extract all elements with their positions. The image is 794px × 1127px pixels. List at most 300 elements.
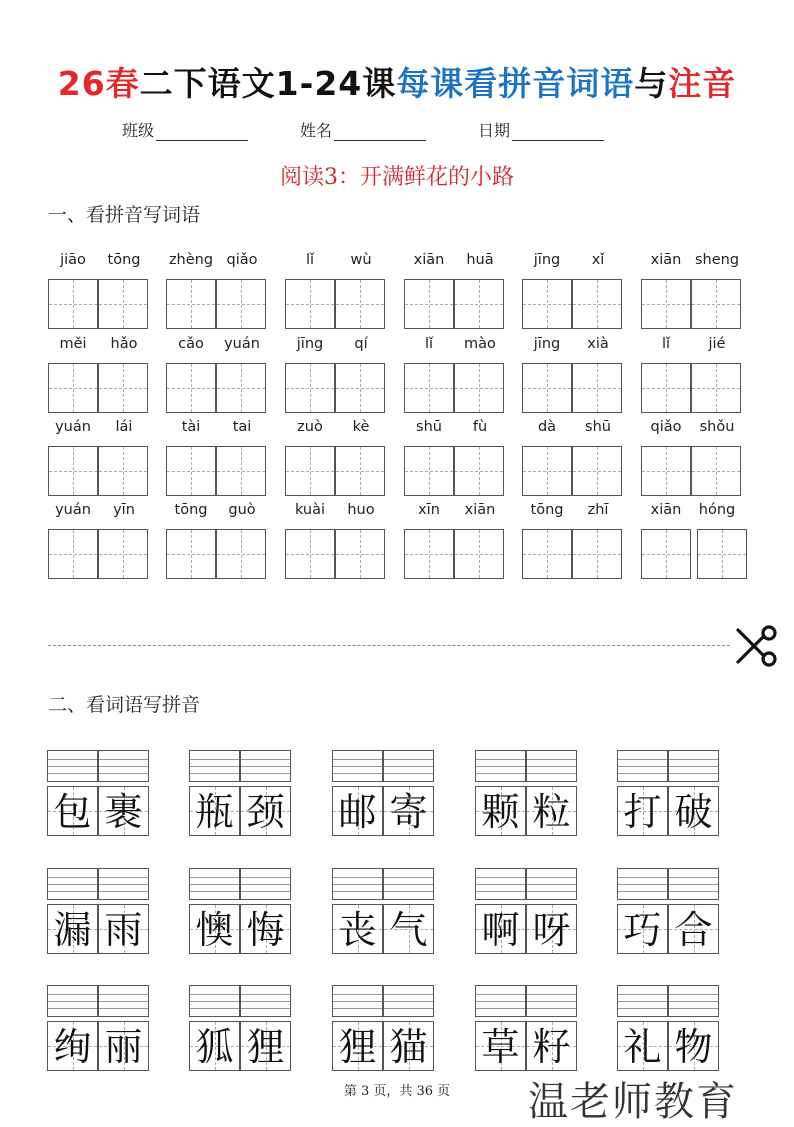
pinyin-syllable: qiǎo xyxy=(650,419,682,435)
character: 打 xyxy=(623,790,662,834)
pinyin-writing-cell[interactable] xyxy=(189,868,240,900)
character-cell xyxy=(332,786,383,836)
writing-cell[interactable] xyxy=(216,529,266,579)
character-cell xyxy=(332,1021,383,1071)
writing-cell[interactable] xyxy=(166,363,216,413)
writing-cell[interactable] xyxy=(404,446,454,496)
pinyin-writing-cell[interactable] xyxy=(240,868,291,900)
writing-cell[interactable] xyxy=(522,446,572,496)
pinyin-label xyxy=(166,419,268,439)
character: 粒 xyxy=(532,790,571,834)
pinyin-writing-cell[interactable] xyxy=(475,750,526,782)
word-item xyxy=(47,750,149,842)
pinyin-writing-grid xyxy=(47,868,149,900)
character: 呀 xyxy=(532,908,571,952)
pinyin-writing-cell[interactable] xyxy=(47,868,98,900)
pinyin-label xyxy=(285,336,387,356)
pinyin-label xyxy=(285,252,387,272)
character-cell xyxy=(668,786,719,836)
character: 巧 xyxy=(623,908,662,952)
date-field xyxy=(478,118,604,141)
writing-cell[interactable] xyxy=(285,529,335,579)
pinyin-label xyxy=(522,336,624,356)
character: 籽 xyxy=(532,1025,571,1069)
word-item xyxy=(617,985,719,1077)
character-cell xyxy=(47,904,98,954)
character-grid xyxy=(47,904,149,954)
pinyin-syllable: xiān xyxy=(413,252,445,268)
character-cell xyxy=(475,904,526,954)
pinyin-writing-cell[interactable] xyxy=(189,750,240,782)
pinyin-writing-grid xyxy=(617,750,719,782)
scissors-icon xyxy=(730,622,778,670)
pinyin-label xyxy=(285,419,387,439)
pinyin-syllable: měi xyxy=(59,336,87,352)
pinyin-syllable: shū xyxy=(585,419,611,435)
writing-cell[interactable] xyxy=(641,446,691,496)
title-part-1: 26春 xyxy=(57,64,140,103)
character: 漏 xyxy=(53,908,92,952)
character: 破 xyxy=(674,790,713,834)
word-item xyxy=(332,750,434,842)
pinyin-syllable: tōng xyxy=(107,252,141,268)
pinyin-writing-grid xyxy=(475,868,577,900)
character: 瓶 xyxy=(195,790,234,834)
writing-cell[interactable] xyxy=(98,446,148,496)
pinyin-word-item xyxy=(48,419,150,499)
pinyin-word-item xyxy=(404,336,506,416)
character-grid xyxy=(475,786,577,836)
writing-cell[interactable] xyxy=(48,529,98,579)
character: 悔 xyxy=(246,908,285,952)
character-cell xyxy=(98,786,149,836)
pinyin-word-item xyxy=(641,252,743,332)
word-item xyxy=(617,868,719,960)
writing-cell[interactable] xyxy=(285,446,335,496)
writing-cell[interactable] xyxy=(454,279,504,329)
pinyin-label xyxy=(48,502,150,522)
pinyin-syllable: tai xyxy=(232,419,252,435)
pinyin-label xyxy=(48,252,150,272)
pinyin-label xyxy=(641,419,743,439)
writing-cell[interactable] xyxy=(572,446,622,496)
pinyin-syllable: yuán xyxy=(224,336,260,352)
pinyin-syllable: xiān xyxy=(650,252,682,268)
writing-cell[interactable] xyxy=(48,363,98,413)
character: 猫 xyxy=(389,1025,428,1069)
word-item xyxy=(617,750,719,842)
pinyin-writing-cell[interactable] xyxy=(332,868,383,900)
character-grid xyxy=(475,1021,577,1071)
title-part-2: 二下语文1-24课 xyxy=(139,64,397,103)
pinyin-word-item xyxy=(522,502,624,582)
pinyin-writing-cell[interactable] xyxy=(240,985,291,1017)
pinyin-syllable: jié xyxy=(708,336,726,352)
character-cell xyxy=(383,904,434,954)
pinyin-syllable: lǐ xyxy=(424,336,434,352)
section1-title: 一、看拼音写词语 xyxy=(48,204,201,226)
character-grid xyxy=(47,1021,149,1071)
character: 丧 xyxy=(338,908,377,952)
lesson-title: 阅读3：开满鲜花的小路 xyxy=(280,165,514,190)
pinyin-label xyxy=(48,336,150,356)
pinyin-label xyxy=(404,336,506,356)
writing-cell[interactable] xyxy=(285,279,335,329)
pinyin-syllable: jīng xyxy=(533,336,561,352)
character-grid xyxy=(617,904,719,954)
pinyin-word-item xyxy=(48,252,150,332)
writing-cell[interactable] xyxy=(98,363,148,413)
pinyin-syllable: hǎo xyxy=(110,336,138,352)
pinyin-syllable: cǎo xyxy=(178,336,204,352)
pinyin-word-item xyxy=(285,252,387,332)
pinyin-writing-grid xyxy=(332,868,434,900)
pinyin-syllable: fù xyxy=(472,419,488,435)
pinyin-syllable: shǒu xyxy=(699,419,735,435)
pinyin-syllable: zhèng xyxy=(168,252,214,268)
writing-cell[interactable] xyxy=(691,446,741,496)
pinyin-writing-cell[interactable] xyxy=(475,868,526,900)
writing-cell[interactable] xyxy=(641,363,691,413)
word-item xyxy=(189,750,291,842)
word-item xyxy=(47,868,149,960)
character: 绚 xyxy=(53,1025,92,1069)
cut-line xyxy=(48,645,730,646)
pinyin-label xyxy=(48,419,150,439)
pinyin-writing-cell[interactable] xyxy=(617,985,668,1017)
pinyin-row xyxy=(48,336,748,416)
writing-cell[interactable] xyxy=(641,279,691,329)
pinyin-writing-cell[interactable] xyxy=(526,750,577,782)
pinyin-syllable: yuán xyxy=(55,419,91,435)
pinyin-word-item xyxy=(641,336,743,416)
pinyin-word-item xyxy=(166,336,268,416)
writing-cell[interactable] xyxy=(166,529,216,579)
character: 合 xyxy=(674,908,713,952)
pinyin-writing-grid xyxy=(47,750,149,782)
pinyin-writing-grid xyxy=(189,750,291,782)
pinyin-syllable: lái xyxy=(115,419,133,435)
character-cell xyxy=(668,1021,719,1071)
character-grid xyxy=(189,786,291,836)
character: 啊 xyxy=(481,908,520,952)
pinyin-syllable: guò xyxy=(228,502,256,518)
pinyin-syllable: kè xyxy=(352,419,370,435)
pinyin-writing-grid xyxy=(189,868,291,900)
character-grid xyxy=(189,904,291,954)
pinyin-label xyxy=(285,502,387,522)
title-part-4: 与 xyxy=(634,64,669,103)
pinyin-writing-grid xyxy=(332,985,434,1017)
character: 狐 xyxy=(195,1025,234,1069)
writing-cell[interactable] xyxy=(572,363,622,413)
pinyin-syllable: tōng xyxy=(174,502,208,518)
writing-cell[interactable] xyxy=(216,363,266,413)
title-part-3: 每课看拼音词语 xyxy=(396,64,635,103)
pinyin-writing-cell[interactable] xyxy=(332,985,383,1017)
pinyin-word-item xyxy=(404,419,506,499)
pinyin-label xyxy=(641,336,743,356)
character-grid xyxy=(332,786,434,836)
word-item xyxy=(475,868,577,960)
word-item xyxy=(189,985,291,1077)
pinyin-syllable: zhī xyxy=(587,502,609,518)
character-cell xyxy=(240,786,291,836)
pinyin-writing-grid xyxy=(189,985,291,1017)
writing-cell[interactable] xyxy=(691,279,741,329)
class-field xyxy=(122,118,248,141)
pinyin-syllable: hóng xyxy=(698,502,736,518)
writing-cell[interactable] xyxy=(216,279,266,329)
pinyin-word-item xyxy=(166,502,268,582)
date-label: 日期 xyxy=(478,121,511,140)
pinyin-row xyxy=(48,502,748,582)
character: 裹 xyxy=(104,790,143,834)
character-grid xyxy=(617,786,719,836)
writing-cell[interactable] xyxy=(335,529,385,579)
pinyin-writing-cell[interactable] xyxy=(617,868,668,900)
pinyin-syllable: yuán xyxy=(55,502,91,518)
pinyin-syllable: xiān xyxy=(464,502,496,518)
watermark: 温老师教育 xyxy=(528,1079,738,1125)
writing-cell[interactable] xyxy=(335,446,385,496)
character-grid xyxy=(475,904,577,954)
pinyin-syllable: huā xyxy=(466,252,494,268)
pinyin-writing-grid xyxy=(617,868,719,900)
word-item xyxy=(332,868,434,960)
character: 懊 xyxy=(195,908,234,952)
pinyin-syllable: qí xyxy=(354,336,368,352)
pinyin-word-item xyxy=(48,502,150,582)
character-cell xyxy=(98,904,149,954)
character: 礼 xyxy=(623,1025,662,1069)
pinyin-label xyxy=(641,252,743,272)
word-item xyxy=(189,868,291,960)
title-part-5: 注音 xyxy=(668,64,737,103)
character: 气 xyxy=(389,908,428,952)
pinyin-writing-grid xyxy=(332,750,434,782)
pinyin-writing-cell[interactable] xyxy=(526,985,577,1017)
pinyin-word-item xyxy=(285,336,387,416)
pinyin-word-item xyxy=(522,252,624,332)
pinyin-row xyxy=(48,252,748,332)
character-grid xyxy=(332,904,434,954)
pinyin-writing-cell[interactable] xyxy=(332,750,383,782)
pinyin-label xyxy=(404,502,506,522)
pinyin-syllable: kuài xyxy=(294,502,326,518)
pinyin-syllable: tài xyxy=(181,419,201,435)
page-number: 第 3 页，共 36 页 xyxy=(343,1084,451,1099)
writing-cell[interactable] xyxy=(454,529,504,579)
character: 包 xyxy=(53,790,92,834)
page-title xyxy=(0,58,794,105)
character-cell xyxy=(526,904,577,954)
character: 寄 xyxy=(389,790,428,834)
pinyin-syllable: lǐ xyxy=(661,336,671,352)
pinyin-label xyxy=(404,252,506,272)
writing-cell[interactable] xyxy=(48,279,98,329)
writing-cell[interactable] xyxy=(572,529,622,579)
pinyin-label xyxy=(166,336,268,356)
pinyin-writing-grid xyxy=(47,985,149,1017)
pinyin-syllable: sheng xyxy=(694,252,740,268)
character-grid xyxy=(332,1021,434,1071)
pinyin-label xyxy=(404,419,506,439)
character: 草 xyxy=(481,1025,520,1069)
pinyin-writing-cell[interactable] xyxy=(98,985,149,1017)
writing-cell[interactable] xyxy=(48,446,98,496)
character-grid xyxy=(617,1021,719,1071)
pinyin-writing-cell[interactable] xyxy=(189,985,240,1017)
writing-cell[interactable] xyxy=(166,446,216,496)
pinyin-writing-cell[interactable] xyxy=(617,750,668,782)
date-blank[interactable] xyxy=(512,124,604,141)
character-cell xyxy=(332,904,383,954)
pinyin-writing-cell[interactable] xyxy=(383,868,434,900)
writing-cell[interactable] xyxy=(216,446,266,496)
character-cell xyxy=(526,1021,577,1071)
class-blank[interactable] xyxy=(156,124,248,141)
pinyin-label xyxy=(641,502,743,522)
writing-cell[interactable] xyxy=(166,279,216,329)
pinyin-writing-cell[interactable] xyxy=(475,985,526,1017)
character-cell xyxy=(617,904,668,954)
pinyin-syllable: xīn xyxy=(418,502,440,518)
character-cell xyxy=(475,786,526,836)
character-cell xyxy=(383,786,434,836)
character-cell xyxy=(668,904,719,954)
character-cell xyxy=(617,786,668,836)
character: 邮 xyxy=(338,790,377,834)
writing-cell[interactable] xyxy=(697,529,747,579)
pinyin-writing-cell[interactable] xyxy=(383,750,434,782)
pinyin-syllable: wù xyxy=(350,252,372,268)
pinyin-writing-grid xyxy=(475,750,577,782)
name-label: 姓名 xyxy=(300,121,333,140)
character-cell xyxy=(475,1021,526,1071)
writing-cell[interactable] xyxy=(691,363,741,413)
character-cell xyxy=(526,786,577,836)
pinyin-writing-cell[interactable] xyxy=(668,750,719,782)
pinyin-syllable: mào xyxy=(464,336,496,352)
pinyin-syllable: yīn xyxy=(113,502,135,518)
pinyin-writing-cell[interactable] xyxy=(526,868,577,900)
pinyin-syllable: dà xyxy=(537,419,557,435)
writing-cell[interactable] xyxy=(572,279,622,329)
character: 颈 xyxy=(246,790,285,834)
pinyin-syllable: xǐ xyxy=(591,252,605,268)
writing-cell[interactable] xyxy=(454,446,504,496)
character-cell xyxy=(189,1021,240,1071)
pinyin-syllable: tōng xyxy=(530,502,564,518)
pinyin-word-item xyxy=(285,419,387,499)
writing-cell[interactable] xyxy=(404,529,454,579)
character-cell xyxy=(189,904,240,954)
character-cell xyxy=(189,786,240,836)
pinyin-writing-grid xyxy=(475,985,577,1017)
pinyin-writing-cell[interactable] xyxy=(98,750,149,782)
pinyin-label xyxy=(166,502,268,522)
character: 雨 xyxy=(104,908,143,952)
pinyin-word-item xyxy=(404,502,506,582)
pinyin-writing-cell[interactable] xyxy=(98,868,149,900)
writing-cell[interactable] xyxy=(522,363,572,413)
character-cell xyxy=(383,1021,434,1071)
pinyin-syllable: jiāo xyxy=(60,252,86,268)
pinyin-label xyxy=(522,502,624,522)
pinyin-word-item xyxy=(641,502,743,582)
pinyin-label xyxy=(522,419,624,439)
pinyin-syllable: xià xyxy=(587,336,609,352)
word-item xyxy=(475,750,577,842)
pinyin-writing-cell[interactable] xyxy=(383,985,434,1017)
writing-cell[interactable] xyxy=(404,279,454,329)
pinyin-syllable: shū xyxy=(416,419,442,435)
pinyin-row xyxy=(48,419,748,499)
word-item xyxy=(47,985,149,1077)
character: 狸 xyxy=(246,1025,285,1069)
pinyin-word-item xyxy=(166,252,268,332)
character-cell xyxy=(617,1021,668,1071)
pinyin-word-item xyxy=(522,419,624,499)
writing-cell[interactable] xyxy=(335,363,385,413)
writing-cell[interactable] xyxy=(98,279,148,329)
pinyin-word-item xyxy=(641,419,743,499)
character: 颗 xyxy=(481,790,520,834)
pinyin-syllable: huo xyxy=(347,502,375,518)
character: 狸 xyxy=(338,1025,377,1069)
pinyin-syllable: xiān xyxy=(650,502,682,518)
pinyin-writing-grid xyxy=(617,985,719,1017)
pinyin-syllable: lǐ xyxy=(305,252,315,268)
name-field xyxy=(300,118,426,141)
pinyin-syllable: zuò xyxy=(297,419,323,435)
word-item xyxy=(475,985,577,1077)
character: 物 xyxy=(674,1025,713,1069)
writing-cell[interactable] xyxy=(98,529,148,579)
pinyin-syllable: qiǎo xyxy=(226,252,258,268)
writing-cell[interactable] xyxy=(335,279,385,329)
pinyin-label xyxy=(166,252,268,272)
pinyin-writing-cell[interactable] xyxy=(668,868,719,900)
character-grid xyxy=(189,1021,291,1071)
pinyin-word-item xyxy=(285,502,387,582)
character-cell xyxy=(47,786,98,836)
pinyin-writing-cell[interactable] xyxy=(668,985,719,1017)
pinyin-syllable: jīng xyxy=(296,336,324,352)
pinyin-writing-cell[interactable] xyxy=(47,750,98,782)
writing-cell[interactable] xyxy=(404,363,454,413)
writing-cell[interactable] xyxy=(641,529,691,579)
writing-cell[interactable] xyxy=(285,363,335,413)
pinyin-writing-cell[interactable] xyxy=(47,985,98,1017)
pinyin-label xyxy=(522,252,624,272)
class-label: 班级 xyxy=(122,121,155,140)
character-cell xyxy=(240,1021,291,1071)
word-item xyxy=(332,985,434,1077)
writing-cell[interactable] xyxy=(522,279,572,329)
pinyin-word-item xyxy=(522,336,624,416)
pinyin-word-item xyxy=(48,336,150,416)
character-cell xyxy=(98,1021,149,1071)
character-cell xyxy=(47,1021,98,1071)
pinyin-word-item xyxy=(166,419,268,499)
pinyin-writing-cell[interactable] xyxy=(240,750,291,782)
name-blank[interactable] xyxy=(334,124,426,141)
writing-cell[interactable] xyxy=(454,363,504,413)
writing-cell[interactable] xyxy=(522,529,572,579)
character-grid xyxy=(47,786,149,836)
